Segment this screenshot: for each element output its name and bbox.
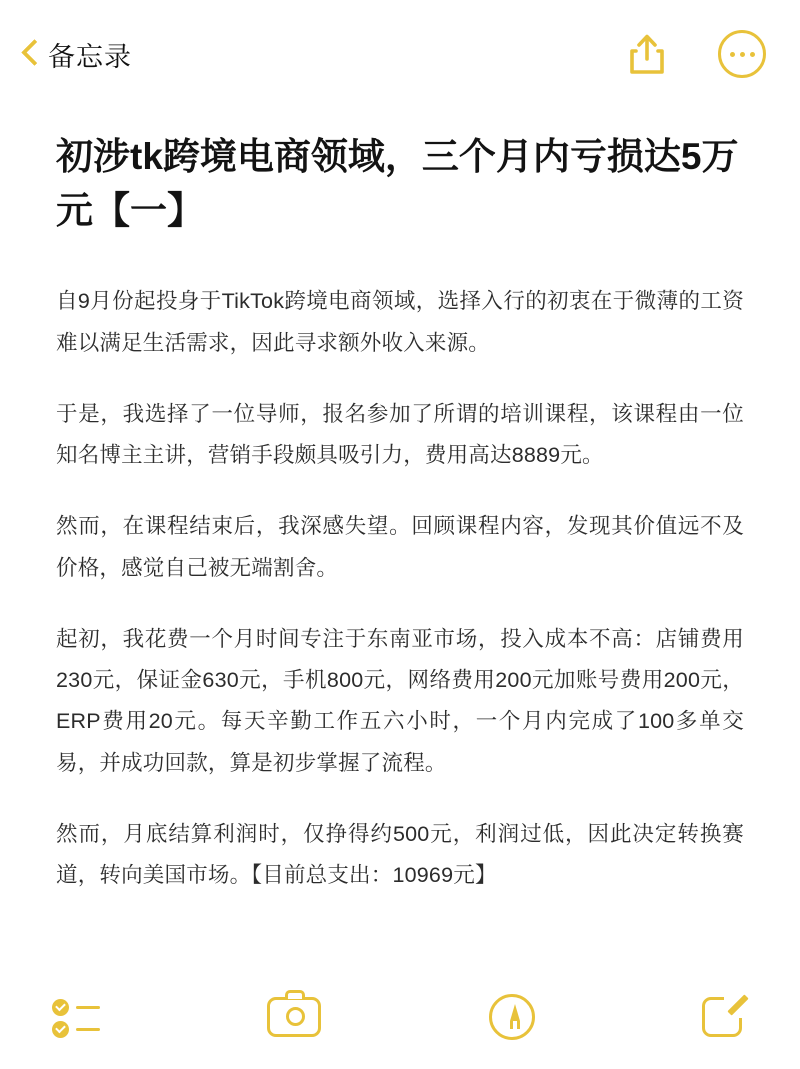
note-content <box>0 108 800 896</box>
back-button[interactable] <box>20 35 132 74</box>
check-line <box>76 1028 100 1031</box>
bottom-toolbar <box>0 965 800 1069</box>
note-paragraph: 于是，我选择了一位导师，报名参加了所谓的培训课程，该课程由一位知名博主主讲，营销手段颇具吸引力，费用高达8889元。 <box>56 401 744 468</box>
dot <box>730 52 735 57</box>
markup-pen-icon <box>489 994 535 1040</box>
markup-button[interactable] <box>489 994 535 1040</box>
dot <box>750 52 755 57</box>
note-paragraph: 然而，月底结算利润时，仅挣得约500元，利润过低，因此决定转换赛道，转向美国市场。【目前总支出：10969元】 <box>56 821 744 888</box>
chevron-left-icon <box>20 37 42 71</box>
compose-button[interactable] <box>702 994 748 1040</box>
note-title: 初涉tk跨境电商领域，三个月内亏损达5万元【一】 <box>56 136 739 231</box>
compose-icon <box>702 994 748 1040</box>
check-circle <box>52 999 69 1016</box>
compose-pen <box>724 992 750 1018</box>
camera-icon <box>267 997 321 1037</box>
note-paragraph: 起初，我花费一个月时间专注于东南亚市场，投入成本不高：店铺费用230元，保证金630元，手机800元，网络费用200元加账号费用200元，ERP费用20元。每天辛勤工作五六小时，一个月内完成了100多单交易，并成功回款，算是初步掌握了流程。 <box>56 626 744 775</box>
more-dots-icon[interactable] <box>718 30 766 78</box>
check-line <box>76 1006 100 1009</box>
camera-button[interactable] <box>267 997 321 1037</box>
note-body[interactable] <box>56 281 744 896</box>
checklist-button[interactable] <box>52 997 100 1037</box>
top-toolbar <box>0 0 800 108</box>
note-paragraph: 然而，在课程结束后，我深感失望。回顾课程内容，发现其价值远不及价格，感觉自己被无端割舍。 <box>56 514 744 580</box>
back-button-label: 备忘录 <box>48 41 132 72</box>
share-icon[interactable] <box>626 31 668 77</box>
check-circle <box>52 1021 69 1038</box>
note-paragraph: 自9月份起投身于TikTok跨境电商领域，选择入行的初衷在于微薄的工资难以满足生活需求，因此寻求额外收入来源。 <box>56 289 744 355</box>
checklist-icon <box>52 997 100 1037</box>
dot <box>740 52 745 57</box>
